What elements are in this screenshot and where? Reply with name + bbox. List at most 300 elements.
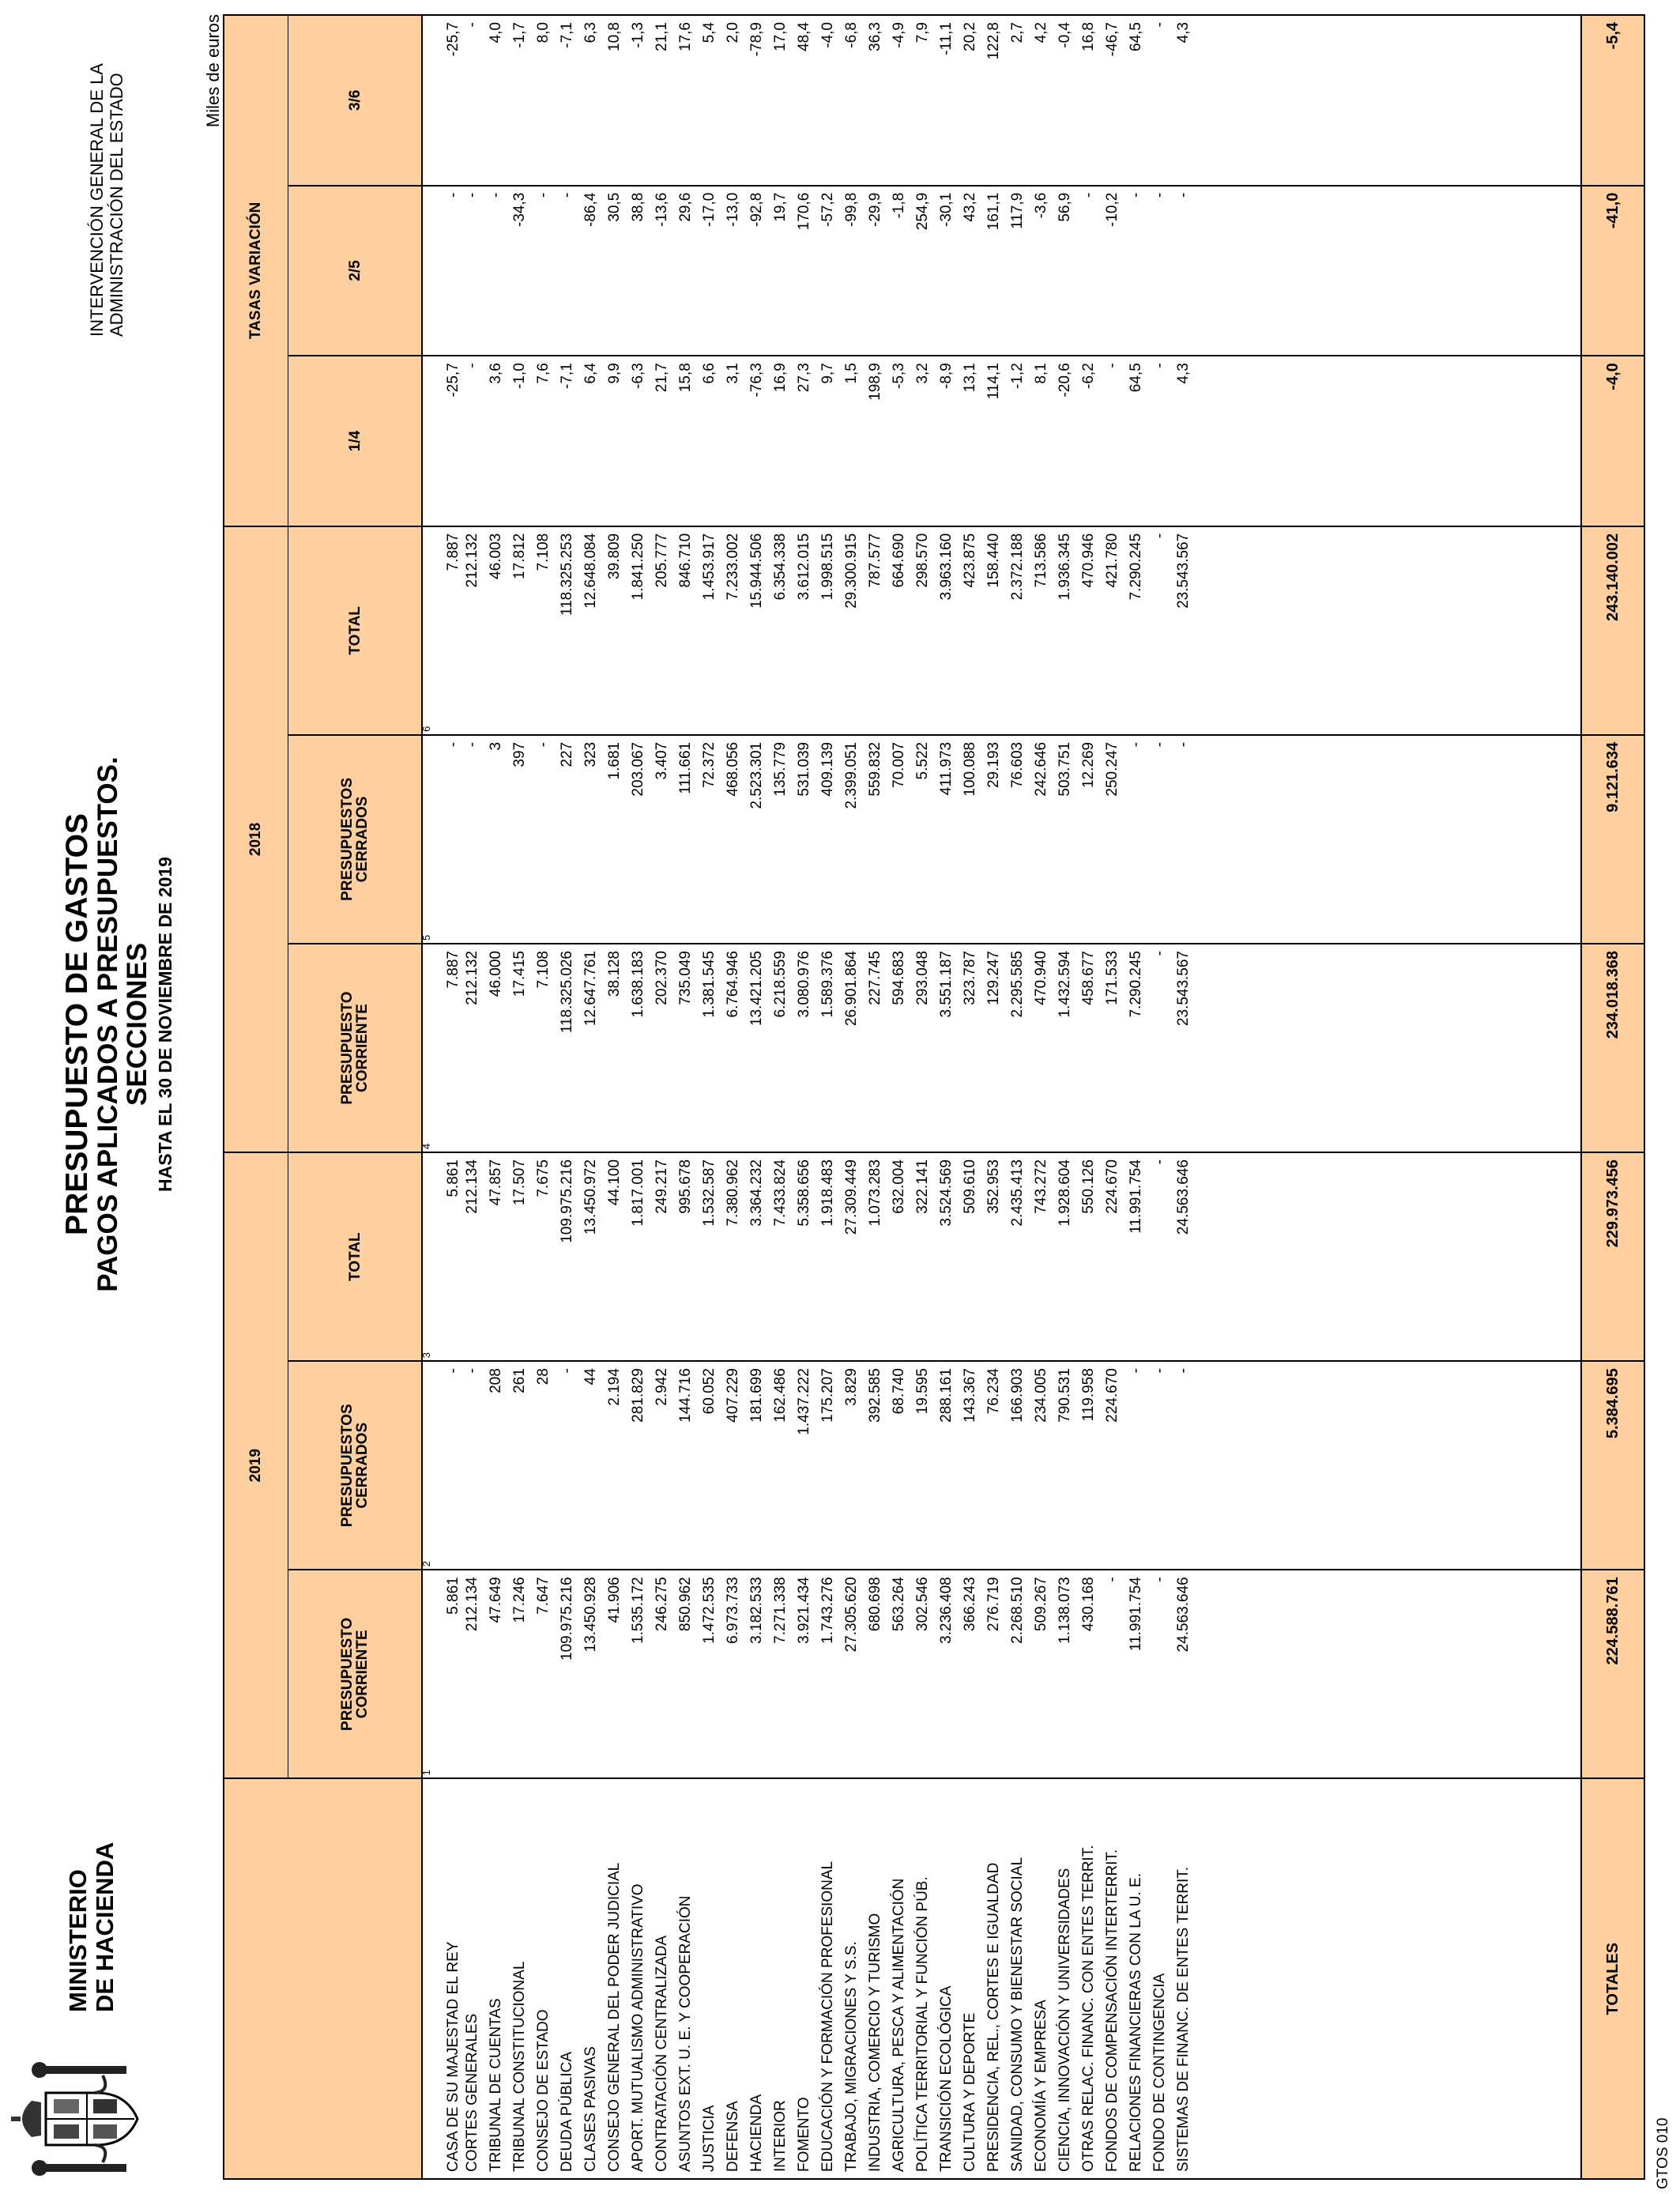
value-cell [556,1361,579,1570]
value-cell [532,186,556,356]
cell-value: 208 [488,1368,504,1393]
value-cell [887,1570,911,1778]
cell-value: 531.039 [796,741,812,797]
cell-value: 21,1 [654,22,670,51]
cell-value: 48,4 [796,22,812,51]
value-cell [1172,1570,1196,1778]
value-cell [627,356,650,526]
cell-value: 20,2 [962,22,978,51]
value-cell [982,356,1006,526]
value-cell [422,1570,461,1778]
value-cell [556,735,579,944]
cell-value: 3.921.434 [796,1577,812,1644]
value-cell [959,944,982,1152]
value-cell [484,1361,508,1570]
cell-value: 1.928.604 [1057,1159,1073,1227]
value-cell [816,1361,840,1570]
cell-value: 6,3 [582,22,599,43]
cell-value: 850.962 [677,1577,694,1631]
value-cell [698,186,721,356]
value-cell [1006,356,1030,526]
section-name-cell [1148,1778,1172,2179]
value-cell [508,356,532,526]
value-cell [484,356,508,526]
value-cell [1053,1152,1077,1361]
cell-value: -1,0 [511,363,528,389]
value-cell [721,1361,745,1570]
col-label-line: PRESUPUESTO [339,1617,356,1731]
report-title [62,724,176,1325]
cell-value: -7,1 [559,363,575,389]
section-name: POLÍTICA TERRITORIAL Y FUNCIÓN PÚB. [914,1876,931,2172]
value-cell [1006,1361,1030,1570]
value-cell [556,944,579,1152]
cell-value: 421.780 [1104,533,1121,588]
cell-value: 36,3 [867,22,883,51]
value-cell [422,1152,461,1361]
value-cell [1053,1361,1077,1570]
cell-value: 27.305.620 [843,1577,860,1653]
value-cell [532,526,556,735]
cell-value: -4,9 [891,22,907,48]
value-cell [1172,15,1196,186]
cell-value: 175.207 [819,1368,836,1423]
value-cell [484,15,508,186]
cell-value: 3.551.187 [938,951,955,1018]
spacer-cell [1196,735,1581,944]
value-cell [1077,526,1101,735]
cell-value: 7.290.245 [1128,951,1144,1018]
section-name-cell [1006,1778,1030,2179]
cell-value: -7,1 [559,22,575,48]
value-cell [959,1570,982,1778]
cell-value: 135.779 [772,741,789,797]
spacer-cell [1196,1152,1581,1361]
section-name: OTRAS RELAC. FINANC. CON ENTES TERRIT. [1080,1845,1097,2172]
value-cell [793,735,816,944]
value-cell [911,735,935,944]
value-cell [650,526,674,735]
value-cell [721,735,745,944]
value-cell [603,1361,627,1570]
value-cell [1030,1361,1053,1570]
col-2019-corriente [288,1570,423,1778]
section-name-cell [698,1778,721,2179]
cell-value: -20,6 [1057,363,1073,398]
cell-value: -92,8 [748,192,765,227]
cell-value: 10,8 [606,22,623,51]
cell-value: 261 [511,1368,528,1393]
value-cell [1148,186,1172,356]
value-cell [532,356,556,526]
cell-value: -3,6 [1033,192,1049,219]
cell-value: - [1175,1368,1192,1374]
total-value: 9.121.634 [1581,735,1644,944]
value-cell [508,944,532,1152]
section-name-cell [816,1778,840,2179]
cell-value: 60.052 [701,1368,718,1415]
value-cell [422,1361,461,1570]
cell-value: 323 [582,741,599,767]
value-cell [745,526,769,735]
cell-value: 2.194 [606,1368,623,1406]
value-cell [745,15,769,186]
value-cell [556,186,579,356]
cell-value: 5.522 [914,741,931,780]
cell-value: 7.233.002 [725,533,741,601]
value-cell [935,944,959,1152]
cell-value: 17.415 [511,951,528,997]
value-cell [745,356,769,526]
section-name-cell [508,1778,532,2179]
section-name-cell [1172,1778,1196,2179]
section-name: TRIBUNAL CONSTITUCIONAL [511,1961,528,2172]
value-cell [674,1361,698,1570]
table-row [887,15,911,2179]
cell-value: 1.532.587 [701,1159,718,1227]
value-cell [508,1570,532,1778]
spacer-cell [1196,186,1581,356]
value-cell [793,1361,816,1570]
value-cell [982,1570,1006,1778]
section-name: APORT. MUTUALISMO ADMINISTRATIVO [630,1883,646,2172]
cell-value: 430.168 [1080,1577,1097,1631]
value-cell [1148,1152,1172,1361]
value-cell [603,735,627,944]
cell-value: 118.325.026 [559,951,575,1034]
value-cell [650,1570,674,1778]
value-cell [461,356,484,526]
cell-value: 158.440 [985,533,1002,588]
value-cell [840,15,864,186]
value-cell [603,944,627,1152]
table-row [911,15,935,2179]
cell-value: 47.857 [488,1159,504,1206]
col-label-line: PRESUPUESTOS [339,1404,356,1528]
value-cell [603,1152,627,1361]
cell-value: 3,6 [488,363,504,384]
total-value: 229.973.456 [1581,1152,1644,1361]
value-cell [887,944,911,1152]
value-cell [1101,1152,1124,1361]
value-cell [674,186,698,356]
value-cell [1172,944,1196,1152]
value-cell [650,1361,674,1570]
value-cell [698,1570,721,1778]
value-cell [935,1570,959,1778]
cell-value: 249.217 [654,1159,670,1214]
value-cell [508,15,532,186]
cell-value: 43,2 [962,192,978,222]
value-cell [698,1361,721,1570]
table-row [579,15,603,2179]
cell-value: 470.946 [1080,533,1097,588]
value-cell [769,944,793,1152]
value-cell [1148,1570,1172,1778]
section-name-cell [793,1778,816,2179]
cell-value: 72.372 [701,741,718,789]
cell-value: - [1104,1577,1121,1582]
value-cell [674,944,698,1152]
table-row [1148,15,1172,2179]
value-cell [887,526,911,735]
cell-value: 352.953 [985,1159,1002,1214]
cell-value: - [1080,192,1097,198]
cell-value: 212.134 [464,1159,480,1214]
cell-value: 118.325.253 [559,533,575,616]
cell-value: - [1151,1159,1168,1165]
value-cell [721,186,745,356]
section-name: CONTRATACIÓN CENTRALIZADA [654,1935,670,2172]
value-cell [911,526,935,735]
cell-value: -13,0 [725,192,741,227]
section-name-cell [911,1778,935,2179]
value-cell [461,1361,484,1570]
table-row [461,15,484,2179]
value-cell [864,1361,887,1570]
budget-table [223,14,1645,2180]
value-cell [769,1361,793,1570]
value-cell [579,1361,603,1570]
ministry-name [65,1842,119,2012]
section-name-cell [864,1778,887,2179]
section-name: PRESIDENCIA, REL., CORTES E IGUALDAD [985,1862,1002,2172]
cell-value: 743.272 [1033,1159,1049,1214]
value-cell [793,944,816,1152]
value-cell [627,944,650,1152]
value-cell [603,186,627,356]
cell-value: 38.128 [606,951,623,997]
cell-value: 203.067 [630,741,646,797]
col-label-line: PRESUPUESTOS [339,778,356,901]
total-value: 224.588.761 [1581,1570,1644,1778]
value-cell [1077,1361,1101,1570]
total-value: -41,0 [1581,186,1644,356]
value-cell [1053,944,1077,1152]
value-cell [1077,15,1101,186]
value-cell [793,356,816,526]
cell-value: -1,7 [511,22,528,48]
section-name: ECONOMÍA Y EMPRESA [1033,2000,1049,2172]
value-cell [769,186,793,356]
cell-value: 30,5 [606,192,623,222]
value-cell [1124,526,1148,735]
cell-value: 2,7 [1009,22,1026,43]
cell-value: 24.563.646 [1175,1577,1192,1653]
value-cell [674,15,698,186]
value-cell [935,1361,959,1570]
value-cell [982,15,1006,186]
value-cell [769,1570,793,1778]
cell-value: 28 [535,1368,552,1385]
value-cell [508,1152,532,1361]
value-cell [887,15,911,186]
value-cell [816,356,840,526]
cell-value: 12.648.084 [582,533,599,609]
value-cell [721,1570,745,1778]
cell-value: 7.271.338 [772,1577,789,1644]
cell-value: 407.229 [725,1368,741,1423]
cell-value: 680.698 [867,1577,883,1631]
cell-value: 1.817.001 [630,1159,646,1227]
value-cell [793,526,816,735]
value-cell [422,186,461,356]
table-body [422,15,1644,2179]
value-cell [1053,1570,1077,1778]
value-cell [484,944,508,1152]
cell-value: 5.861 [445,1577,461,1615]
cell-value: 205.777 [654,533,670,588]
value-cell [769,1152,793,1361]
cell-value: 3.080.976 [796,951,812,1018]
section-name: CORTES GENERALES [464,2013,480,2172]
cell-value: 411.973 [938,741,955,796]
value-cell [935,735,959,944]
value-cell [745,1152,769,1361]
value-cell [911,186,935,356]
value-cell [627,186,650,356]
table-row [982,15,1006,2179]
value-cell [721,15,745,186]
value-cell [1148,1361,1172,1570]
cell-value: 1.841.250 [630,533,646,601]
cell-value: - [1128,741,1144,748]
value-cell [982,944,1006,1152]
value-cell [674,526,698,735]
value-cell [484,526,508,735]
cell-value: 23.543.567 [1175,533,1192,609]
section-name-cell [556,1778,579,2179]
cell-value: - [1104,363,1121,368]
cell-value: -29,9 [867,192,883,227]
value-cell [793,1570,816,1778]
cell-value: 181.699 [748,1368,765,1423]
section-name-cell [840,1778,864,2179]
value-cell [864,356,887,526]
value-cell [840,526,864,735]
cell-value: 246.275 [654,1577,670,1631]
cell-value: -76,3 [748,363,765,398]
table-row [793,15,816,2179]
value-cell [1006,1152,1030,1361]
cell-value: 1.535.172 [630,1577,646,1644]
section-name: FONDO DE CONTINGENCIA [1151,1973,1168,2172]
value-cell [579,186,603,356]
value-cell [1053,526,1077,735]
cell-value: 17.812 [511,533,528,579]
cell-value: 790.531 [1057,1368,1073,1423]
section-name-cell [532,1778,556,2179]
cell-value: 4,3 [1175,22,1192,43]
section-name-cell [484,1778,508,2179]
cell-value: -1,8 [891,192,907,219]
cell-value: 161,1 [985,192,1002,231]
value-cell [532,735,556,944]
cell-value: 7.290.245 [1128,533,1144,601]
cell-value: 17,6 [677,22,694,51]
value-cell [603,1570,627,1778]
cell-value: - [445,1368,461,1374]
cell-value: 227.745 [867,951,883,1005]
cell-value: - [535,192,552,198]
cell-value: 27.309.449 [843,1159,860,1235]
cell-value: 15.944.506 [748,533,765,609]
value-cell [816,944,840,1152]
cell-value: 503.751 [1057,741,1073,797]
cell-value: 212.132 [464,951,480,1005]
cell-value: 559.832 [867,741,883,797]
section-name-cell [579,1778,603,2179]
section-name: FONDOS DE COMPENSACIÓN INTERTERRIT. [1104,1849,1121,2172]
section-name-cell [461,1778,484,2179]
cell-value: 119.958 [1080,1368,1097,1422]
value-cell [1172,1152,1196,1361]
value-cell [1101,1361,1124,1570]
cell-value: 1.918.483 [819,1159,836,1227]
value-cell [1124,186,1148,356]
value-cell [982,735,1006,944]
cell-value: -0,4 [1057,22,1073,48]
cell-value: 100.088 [962,741,978,797]
cell-value: 29.193 [985,741,1002,789]
value-cell [793,1152,816,1361]
value-cell [1124,1570,1148,1778]
value-cell [864,944,887,1152]
table-row [959,15,982,2179]
value-cell [959,735,982,944]
value-cell [721,526,745,735]
value-cell [769,356,793,526]
cell-value: 13.450.972 [582,1159,599,1235]
section-header-blank-2 [288,1778,423,2179]
totals-row [1581,15,1644,2179]
value-cell [1077,1570,1101,1778]
cell-value: -13,6 [654,192,670,227]
cell-value: -6,8 [843,22,860,48]
cell-value: 1.453.917 [701,533,718,601]
value-cell [1030,944,1053,1152]
value-cell [674,735,698,944]
cell-value: 2.268.510 [1009,1577,1026,1644]
cell-value: 56,9 [1057,192,1073,222]
cell-value: 122,8 [985,22,1002,60]
table-row [556,15,579,2179]
cell-value: 6,6 [701,363,718,384]
value-cell [911,944,935,1152]
section-name: DEFENSA [725,2101,741,2172]
cell-value: 7.887 [445,533,461,571]
value-cell [887,735,911,944]
section-name: ASUNTOS EXT. U. E. Y COOPERACIÓN [677,1895,694,2172]
col-2018-cerrados [288,735,423,944]
table-row [935,15,959,2179]
col-label-line: CORRIENTE [354,1630,371,1719]
cell-value: 6.218.559 [772,951,789,1018]
value-cell [1053,356,1077,526]
cell-value: 293.048 [914,951,931,1005]
value-cell [422,356,461,526]
value-cell [1030,526,1053,735]
cell-value: 322.141 [914,1159,931,1214]
cell-value: 509.610 [962,1159,978,1214]
cell-value: 129.247 [985,951,1002,1005]
value-cell [816,526,840,735]
value-cell [911,1570,935,1778]
table-row [1053,15,1077,2179]
cell-value: 2.523.301 [748,741,765,809]
total-value: -4,0 [1581,356,1644,526]
section-name-cell [422,1778,461,2179]
